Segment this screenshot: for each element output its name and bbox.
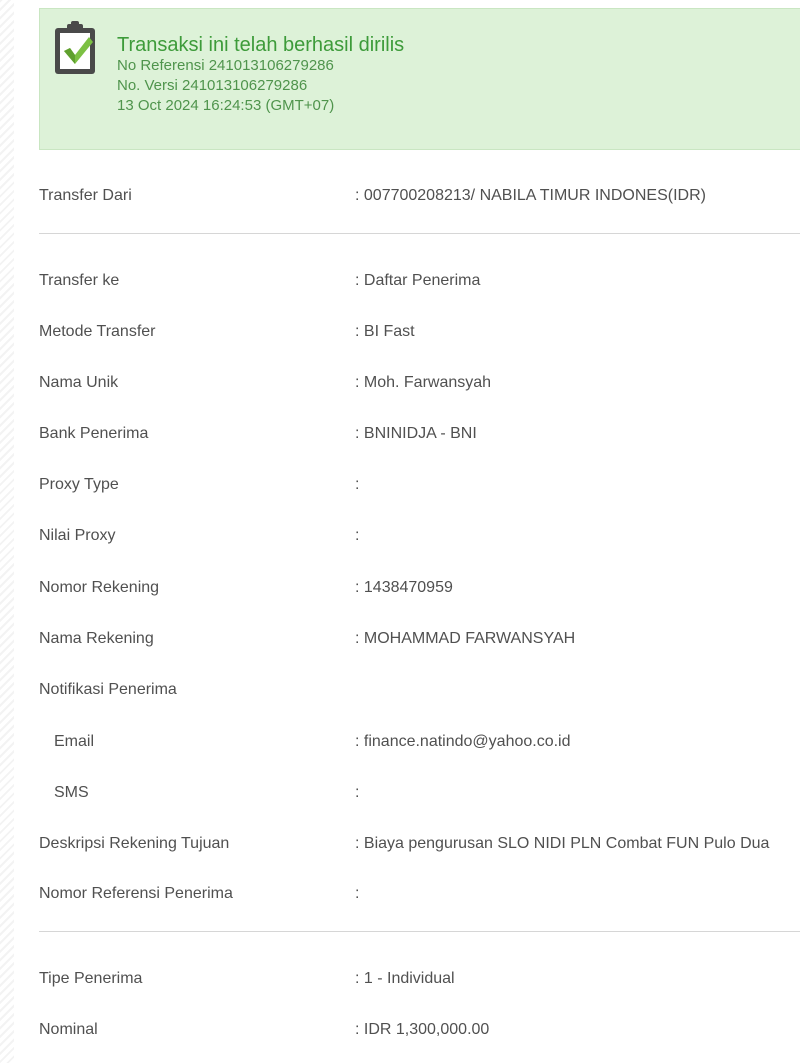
detail-value: : BI Fast: [355, 323, 415, 340]
detail-label: Nama Unik: [39, 374, 119, 391]
detail-value: : 007700208213/ NABILA TIMUR INDONES(IDR): [355, 187, 706, 204]
detail-row: [0, 373, 800, 393]
detail-value: : 1438470959: [355, 579, 453, 596]
detail-value: :: [355, 784, 360, 801]
detail-label: Transfer Dari: [39, 187, 132, 204]
detail-row: [0, 629, 800, 649]
detail-row: [0, 969, 800, 989]
detail-row: [0, 424, 800, 444]
section-divider: [39, 931, 800, 932]
detail-row: [0, 680, 800, 700]
detail-label: Deskripsi Rekening Tujuan: [39, 835, 230, 852]
detail-row: [0, 1020, 800, 1040]
detail-value: :: [355, 476, 360, 493]
detail-label: Nominal: [39, 1021, 98, 1038]
detail-value: :: [355, 527, 360, 544]
detail-row: [0, 322, 800, 342]
section-divider: [39, 233, 800, 234]
detail-label: Email: [54, 733, 95, 750]
detail-row: [0, 526, 800, 546]
detail-label: Metode Transfer: [39, 323, 156, 340]
clipboard-check-icon: [51, 20, 101, 78]
detail-row: [0, 271, 800, 291]
detail-value: : Biaya pengurusan SLO NIDI PLN Combat FUN Pulo Dua: [355, 835, 770, 852]
detail-label: Tipe Penerima: [39, 970, 143, 987]
detail-value: : MOHAMMAD FARWANSYAH: [355, 630, 576, 647]
detail-label: Nomor Referensi Penerima: [39, 885, 233, 902]
detail-label: Notifikasi Penerima: [39, 681, 177, 698]
detail-row: [0, 578, 800, 598]
detail-value: : Daftar Penerima: [355, 272, 481, 289]
detail-value: : IDR 1,300,000.00: [355, 1021, 490, 1038]
detail-value: : 1 - Individual: [355, 970, 455, 987]
detail-value: : finance.natindo@yahoo.co.id: [355, 733, 571, 750]
detail-row: [0, 834, 800, 854]
detail-label: Proxy Type: [39, 476, 119, 493]
success-banner: [39, 8, 800, 150]
detail-row: [0, 732, 800, 752]
banner-text: [117, 34, 404, 116]
transaction-datetime: 13 Oct 2024 16:24:53 (GMT+07): [117, 97, 335, 114]
detail-label: Nilai Proxy: [39, 527, 116, 544]
detail-row: [0, 884, 800, 904]
detail-value: :: [355, 885, 360, 902]
reference-number: No Referensi 241013106279286: [117, 57, 334, 74]
banner-title: Transaksi ini telah berhasil dirilis: [117, 34, 405, 56]
detail-row: [0, 783, 800, 803]
version-number: No. Versi 241013106279286: [117, 77, 308, 94]
detail-value: : Moh. Farwansyah: [355, 374, 492, 391]
detail-label: Nomor Rekening: [39, 579, 160, 596]
detail-label: Bank Penerima: [39, 425, 149, 442]
detail-label: SMS: [54, 784, 89, 801]
detail-value: : BNINIDJA - BNI: [355, 425, 477, 442]
detail-row: [0, 475, 800, 495]
detail-label: Transfer ke: [39, 272, 120, 289]
detail-row: [0, 186, 800, 206]
detail-label: Nama Rekening: [39, 630, 154, 647]
